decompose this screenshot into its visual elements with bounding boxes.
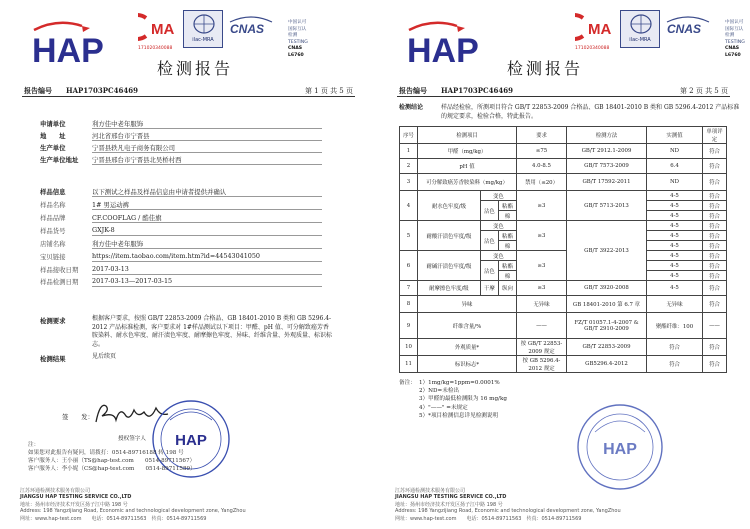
cell-method: GB 18401-2010 第 6.7 章 [567, 296, 647, 313]
cell-val: 4-5 [647, 211, 703, 221]
cma-text: MA [588, 21, 612, 38]
cell-item: 耐酸汗渍色牢度/级 [418, 221, 481, 251]
cell-method: GB/T 22853-2009 [567, 339, 647, 356]
cnas-caption [288, 20, 308, 59]
cell-item: 标识标志* [418, 356, 517, 373]
cnas-text: CNAS [667, 22, 702, 36]
ilac-globe-icon [622, 12, 660, 36]
cell-method: GB/T 5713-2013 [567, 191, 647, 221]
footer-company-en: JIANGSU HAP TESTING SERVICE CO.,LTD [395, 494, 507, 500]
conclusion-text: 样品经检验，所测项目符合 GB/T 22853-2009 合格品、GB 18401-2010 B 类和 GB 5296.4-2012 产品标准的规定要求，检验合格，特此报告。 [441, 104, 740, 120]
approver-label: 签 发： [62, 413, 94, 421]
field-value: GXJK-8 [92, 226, 115, 234]
hap-logo [403, 16, 489, 70]
cell-eval: 符合 [703, 356, 727, 373]
footer-address-cn: 地址：扬州市经济技术开发区扬子江中路 198 号 [395, 502, 503, 508]
field-value: 以下测试之样品及样品信息由申请者提供并确认 [92, 188, 227, 196]
col-method: 检测方法 [567, 127, 647, 144]
table-row [400, 191, 727, 201]
cell-no: 10 [400, 339, 418, 356]
cell-req: 按 GB/T 22853-2009 规定 [517, 339, 567, 356]
note-line: 4）"——" =未规定 [419, 404, 468, 411]
cell-eval: 符合 [703, 261, 727, 271]
report-page-2 [375, 0, 750, 529]
cell-no: 5 [400, 221, 418, 251]
ilac-mark [183, 10, 223, 48]
cell-method: GB/T 3920-2008 [567, 281, 647, 296]
cell-val: 聚酯纤维：100 [647, 313, 703, 339]
ilac-label: ilac-MRA [629, 37, 651, 43]
table-row [400, 144, 727, 159]
field-underline [92, 274, 322, 275]
cnas-line: TESTING [288, 39, 308, 45]
header-rule [22, 96, 355, 97]
cma-text: MA [151, 21, 175, 38]
footer-contacts: 网址：www.hap-test.com 电话：0514-89711563 传真：0514-89711569 [20, 516, 207, 522]
cell-eval: 符合 [703, 281, 727, 296]
cell-val: 4-5 [647, 191, 703, 201]
cma-number: 171020340088 [575, 46, 610, 51]
cell-eval: 符合 [703, 231, 727, 241]
conclusion-label: 检测结论 [399, 104, 424, 111]
hap-logo-text: HAP [407, 32, 479, 70]
field-label: 样品名称 [40, 201, 66, 209]
table-row [400, 281, 727, 296]
report-no-label: 报告编号 [399, 86, 427, 95]
cell-eval: 符合 [703, 201, 727, 211]
page-info: 第 1 页 共 5 页 [304, 87, 353, 95]
cnas-line: 中国认可 [725, 20, 744, 25]
cell-sub: 变色 [480, 251, 516, 261]
cell-eval: 符合 [703, 241, 727, 251]
cell-no: 11 [400, 356, 418, 373]
report-no: HAP1703PC46469 [441, 86, 513, 95]
requirement-label: 检测要求 [40, 317, 66, 325]
field-label: 地 址 [40, 132, 66, 140]
cnas-line: 检测 [725, 33, 735, 38]
cell-item: 外观质量* [418, 339, 517, 356]
table-row [400, 339, 727, 356]
field-underline [92, 261, 322, 262]
cell-item: 甲醛（mg/kg） [418, 144, 517, 159]
cell-sub-group: 沾色 [480, 261, 498, 281]
cell-eval: 符合 [703, 296, 727, 313]
cell-val: 符合 [647, 356, 703, 373]
cell-val: 4-5 [647, 221, 703, 231]
company-stamp [575, 402, 665, 492]
cell-sub: 变色 [480, 221, 516, 231]
cell-method: GB/T 17592-2011 [567, 174, 647, 191]
cell-val: 4-5 [647, 261, 703, 271]
field-underline [92, 196, 322, 197]
field-value: 宁晋县轶凡电子商务有限公司 [92, 144, 176, 152]
cell-eval: 符合 [703, 271, 727, 281]
cell-val: 4-5 [647, 241, 703, 251]
footer-company-en: JIANGSU HAP TESTING SERVICE CO.,LTD [20, 494, 132, 500]
footer-company-cn: 江苏环通检测技术服务有限公司 [20, 488, 91, 494]
cell-eval: 符合 [703, 191, 727, 201]
notes-label: 备注： [399, 380, 416, 386]
table-row [400, 313, 727, 339]
field-value[interactable]: https://item.taobao.com/item.htm?id=44543041050 [92, 252, 260, 260]
table-row [400, 174, 727, 191]
contact-line: 如果您对此报告有疑问，请拨打：0514-89716188 转 198 号 [28, 450, 184, 456]
cell-sub: 棉 [498, 271, 516, 281]
cell-sub-group: 沾色 [480, 231, 498, 251]
cell-method: GB/T 3922-2013 [567, 221, 647, 281]
field-value: CF.COOFLAG / 酷佳旗 [92, 214, 162, 222]
cell-no: 7 [400, 281, 418, 296]
cell-eval: —— [703, 313, 727, 339]
results-table [399, 126, 727, 373]
cnas-line: TESTING [725, 39, 745, 45]
cnas-line: 国际互认 [288, 26, 307, 32]
result-text: 见后续页 [92, 353, 117, 360]
field-label: 样品品牌 [40, 214, 66, 222]
cell-val: 无异味 [647, 296, 703, 313]
hap-logo [28, 16, 114, 70]
cell-sub: 变色 [480, 191, 516, 201]
cell-sub: 粘酯 [498, 201, 516, 211]
cell-item: 纤维含量/% [418, 313, 517, 339]
footer-contacts: 网址：www.hap-test.com 电话：0514-89711563 传真：0514-89711569 [395, 516, 582, 522]
cell-item: 耐水色牢度/级 [418, 191, 481, 221]
table-row [400, 221, 727, 231]
note-line: 1）1mg/kg=1ppm=0.0001% [419, 380, 500, 386]
report-header [0, 0, 375, 80]
field-underline [92, 140, 322, 141]
results-header-row [400, 127, 727, 144]
cell-req: ≤75 [517, 144, 567, 159]
cell-eval: 符合 [703, 174, 727, 191]
field-value: 利方佳中老年服饰 [92, 120, 144, 128]
table-row [400, 296, 727, 313]
cell-eval: 符合 [703, 251, 727, 261]
cma-number: 171020340088 [138, 46, 173, 51]
approver-title: 授权签字人 [118, 436, 146, 442]
col-val: 实测值 [647, 127, 703, 144]
ilac-globe-icon [185, 12, 223, 36]
cell-req: 无异味 [517, 296, 567, 313]
cell-method: FZ/T 01057.1-4-2007 & GB/T 2910-2009 [567, 313, 647, 339]
cnas-mark [228, 14, 274, 38]
cnas-mark [665, 14, 711, 38]
cnas-line: 检测 [288, 33, 298, 38]
cnas-number: CNAS L6760 [288, 46, 304, 58]
field-underline [92, 164, 322, 165]
cell-no: 2 [400, 159, 418, 174]
table-row [400, 356, 727, 373]
cell-no: 9 [400, 313, 418, 339]
cell-req: ≥3 [517, 191, 567, 221]
cell-method: GB/T 2912.1-2009 [567, 144, 647, 159]
cell-val: 符合 [647, 339, 703, 356]
cell-val: 4-5 [647, 281, 703, 296]
svg-text:HAP: HAP [175, 432, 207, 449]
note-line: 5）*项目检测信息详见检测说明 [419, 412, 499, 419]
hap-logo-text: HAP [32, 32, 104, 70]
report-title: 检测报告 [507, 59, 584, 78]
footer-address-en: Address: 198 Yangzijiang Road, Economic and technological development zone, YangZhou [20, 508, 246, 514]
field-underline [92, 209, 322, 210]
field-label: 申请单位 [40, 120, 66, 128]
field-value: 利方佳中老年服饰 [92, 240, 144, 248]
note-line: 2）ND=未检出 [419, 388, 460, 395]
cell-eval: 符合 [703, 211, 727, 221]
svg-text:HAP: HAP [603, 441, 637, 458]
footer-address-en: Address: 198 Yangzijiang Road, Economic and technological development zone, YangZhou [395, 508, 621, 514]
field-label: 店铺名称 [40, 240, 66, 248]
cell-no: 3 [400, 174, 418, 191]
cell-req: ≥3 [517, 281, 567, 296]
field-underline [92, 248, 322, 249]
field-value: 河北省邢台市宁晋县 [92, 132, 150, 140]
table-row [400, 251, 727, 261]
result-label: 检测结果 [40, 355, 66, 363]
cell-val: 4-5 [647, 251, 703, 261]
cell-method: GB/T 7573-2009 [567, 159, 647, 174]
header-rule [397, 96, 730, 97]
field-label: 宝贝链接 [40, 253, 66, 261]
cell-val: 4-5 [647, 271, 703, 281]
cell-sub-group: 沾色 [480, 201, 498, 221]
field-value: 宁晋县邢台市宁晋县北吴桥村西 [92, 156, 182, 164]
report-header [375, 0, 750, 80]
cell-val: 4-5 [647, 231, 703, 241]
field-underline [92, 152, 322, 153]
cell-sub-group: 干摩 [480, 281, 498, 296]
note-line: 3）甲醛的最低检测限为 16 mg/kg [419, 396, 507, 403]
col-req: 要求 [517, 127, 567, 144]
field-underline [92, 128, 322, 129]
field-value: 2017-03-13—2017-03-15 [92, 277, 173, 285]
field-label: 生产单位 [40, 144, 66, 152]
cma-mark [575, 12, 615, 42]
field-label: 样品接收日期 [40, 266, 79, 274]
table-row [400, 159, 727, 174]
cnas-caption [725, 20, 745, 59]
cell-item: 异味 [418, 296, 517, 313]
ilac-label: ilac-MRA [192, 37, 214, 43]
field-label: 样品检测日期 [40, 278, 79, 286]
cell-no: 6 [400, 251, 418, 281]
cell-eval: 符合 [703, 221, 727, 231]
cell-req: 4.0-8.5 [517, 159, 567, 174]
cnas-line: 国际互认 [725, 26, 744, 32]
col-eval: 单项评定 [703, 127, 727, 144]
col-no: 序号 [400, 127, 418, 144]
cell-item: 耐摩擦色牢度/级 [418, 281, 481, 296]
footer-address-cn: 地址：扬州市经济技术开发区扬子江中路 198 号 [20, 502, 128, 508]
cell-eval: 符合 [703, 159, 727, 174]
cell-no: 1 [400, 144, 418, 159]
cell-req: ≥3 [517, 221, 567, 251]
cell-req: —— [517, 313, 567, 339]
cell-req: 按 GB 5296.4-2012 规定 [517, 356, 567, 373]
field-underline [92, 235, 322, 236]
cell-sub: 棉 [498, 241, 516, 251]
cnas-text: CNAS [230, 22, 265, 36]
cma-mark [138, 12, 178, 42]
cell-sub: 纵向 [498, 281, 516, 296]
contact-note: 注： [28, 442, 40, 448]
cell-req: 禁用（≤20） [517, 174, 567, 191]
field-label: 生产单位地址 [40, 156, 79, 164]
cell-method: GB5296.4-2012 [567, 356, 647, 373]
requirement-text: 根据客户要求，按照 GB/T 22853-2009 合格品、GB 18401-2010 B 类和 GB 5296.4-2012 产品标准检测，客户要求对 1#样品测试以下项目：甲醛、pH 值、可分解致癌芳香胺染料、耐水色牢度、耐汗渍色牢度、耐摩擦色牢度、异味、纤维含量、外观质量、标识标志。 [92, 315, 333, 348]
cell-no: 4 [400, 191, 418, 221]
cell-no: 8 [400, 296, 418, 313]
cell-sub: 粘酯 [498, 261, 516, 271]
col-item: 检测项目 [418, 127, 517, 144]
ilac-mark [620, 10, 660, 48]
cell-item: 耐碱汗渍色牢度/级 [418, 251, 481, 281]
contact-line[interactable]: 客户服务人：李小妮（CS@hap-test.com 0514-89711589） [28, 466, 196, 472]
report-no: HAP1703PC46469 [66, 86, 138, 95]
cnas-number: CNAS L6760 [725, 46, 741, 58]
field-label: 样品信息 [40, 188, 66, 196]
contact-line[interactable]: 客户服务人：王小丽（TS@hap-test.com 0514-89711567） [28, 458, 196, 464]
report-title: 检测报告 [157, 59, 234, 78]
page-info: 第 2 页 共 5 页 [679, 87, 728, 95]
field-value: 2017-03-13 [92, 265, 129, 273]
cell-item: pH 值 [418, 159, 517, 174]
footer-company-cn: 江苏环通检测技术服务有限公司 [395, 488, 466, 494]
cell-req: ≥3 [517, 251, 567, 281]
cell-eval: 符合 [703, 144, 727, 159]
cell-val: ND [647, 144, 703, 159]
cell-val: 4-5 [647, 201, 703, 211]
field-underline [92, 222, 322, 223]
field-label: 样品货号 [40, 227, 66, 235]
field-value: 1# 男运动裤 [92, 201, 130, 209]
report-no-label: 报告编号 [24, 86, 52, 95]
cell-val: 6.4 [647, 159, 703, 174]
cell-sub: 粘酯 [498, 231, 516, 241]
field-underline [92, 286, 322, 287]
cell-item: 可分解致癌芳香胺染料（mg/kg） [418, 174, 517, 191]
cell-eval: 符合 [703, 339, 727, 356]
cnas-line: 中国认可 [288, 20, 307, 25]
cell-sub: 棉 [498, 211, 516, 221]
cell-val: ND [647, 174, 703, 191]
